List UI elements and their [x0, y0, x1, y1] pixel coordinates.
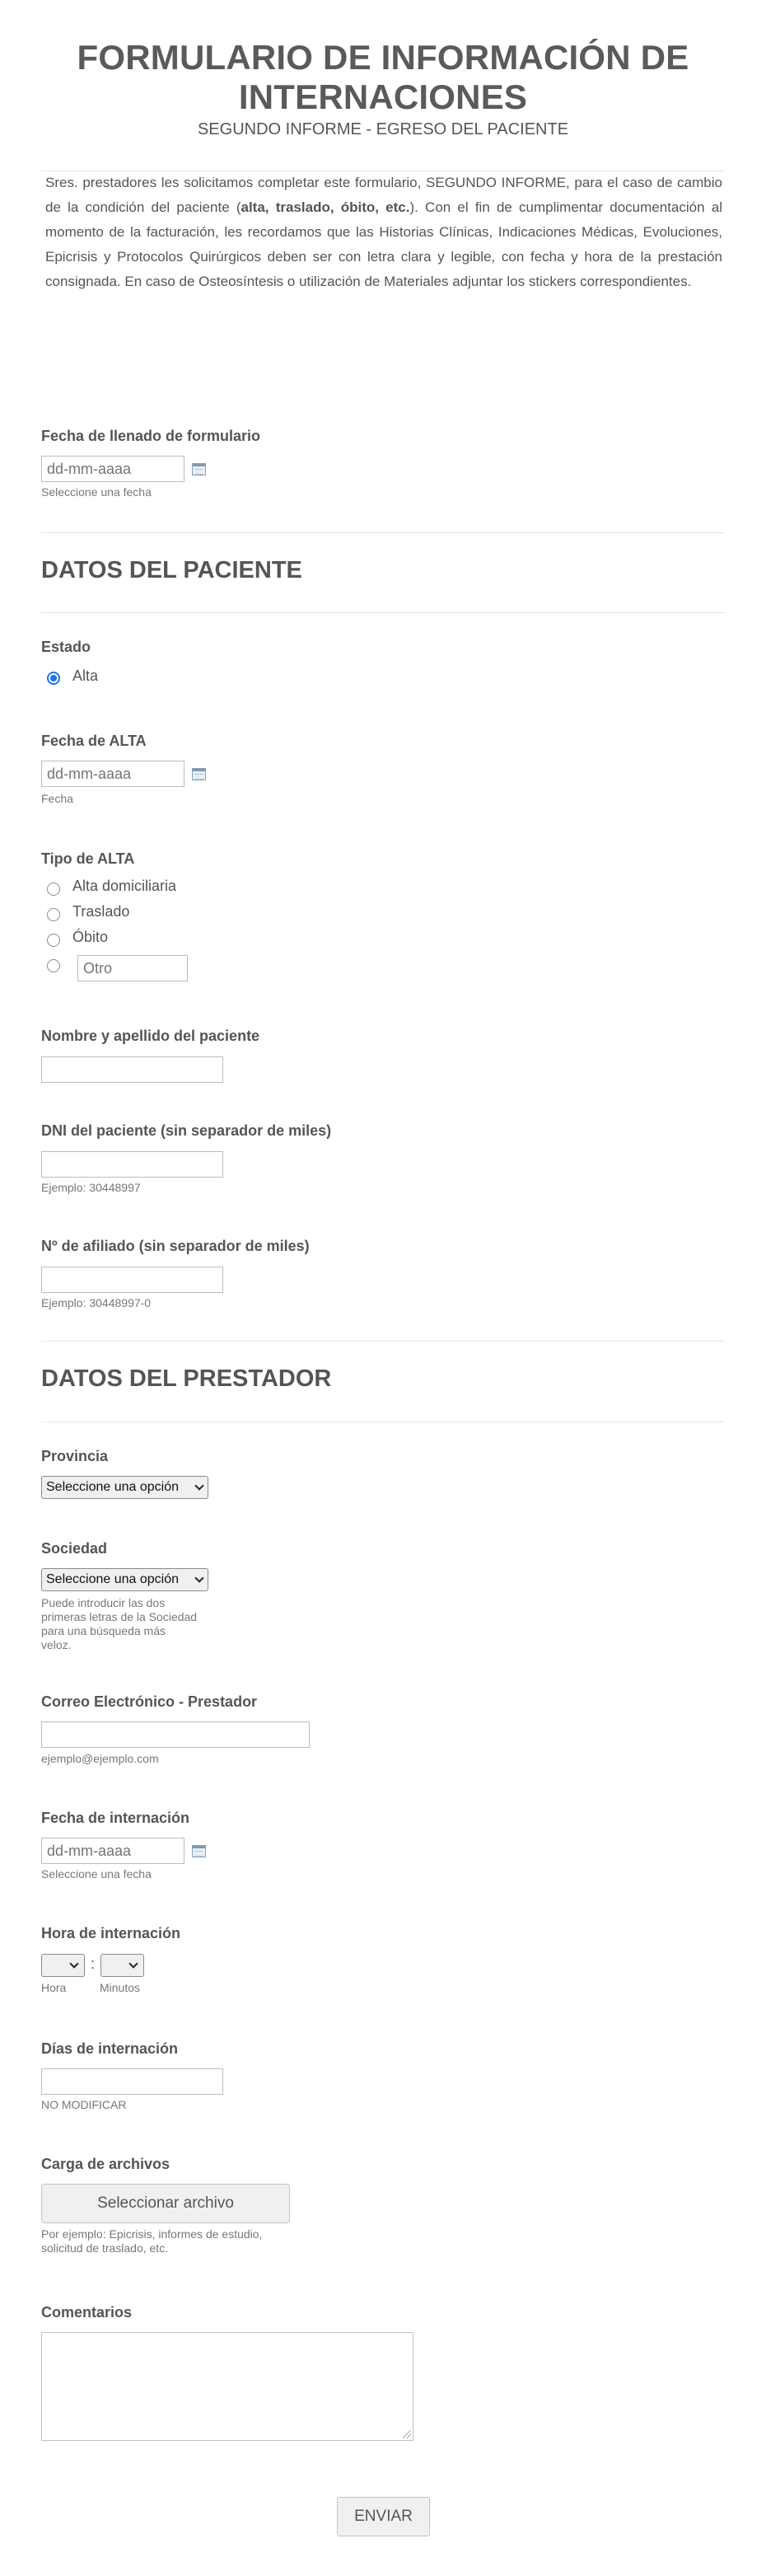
fecha-llenado-label: Fecha de llenado de formulario	[41, 428, 261, 444]
form-title	[0, 38, 766, 117]
provincia-select-value: Seleccione una opción	[46, 1480, 180, 1494]
form-title-line1: FORMULARIO DE INFORMACIÓN DE	[77, 38, 689, 77]
dni-sublabel: Ejemplo: 30448997	[41, 1181, 141, 1194]
sociedad-sublabel-line: primeras letras de la Sociedad	[41, 1610, 198, 1623]
fecha-internacion-input[interactable]	[41, 1838, 184, 1864]
calendar-icon[interactable]	[192, 463, 206, 475]
sociedad-sublabel	[41, 1596, 197, 1652]
time-separator: :	[91, 1955, 96, 1972]
tipo-alta-label: Tipo de ALTA	[41, 850, 135, 867]
calendar-icon[interactable]	[192, 1845, 206, 1857]
form-title-line2: INTERNACIONES	[238, 77, 528, 116]
resize-grip-icon[interactable]	[403, 2430, 411, 2438]
select-file-button[interactable]: Seleccionar archivo	[41, 2184, 290, 2223]
carga-archivos-label: Carga de archivos	[41, 2156, 170, 2172]
fecha-internacion-label: Fecha de internación	[41, 1810, 190, 1826]
provincia-label: Provincia	[41, 1448, 109, 1464]
comentarios-textarea[interactable]	[41, 2332, 413, 2441]
tipo-alta-radio-traslado[interactable]	[47, 908, 60, 921]
sociedad-sublabel-line: para una búsqueda más	[41, 1624, 166, 1637]
dias-internacion-sublabel: NO MODIFICAR	[41, 2098, 127, 2111]
tipo-alta-option-label: Alta domiciliaria	[72, 878, 177, 894]
hora-internacion-label: Hora de internación	[41, 1925, 181, 1941]
intro-text	[45, 171, 722, 294]
nombre-paciente-label: Nombre y apellido del paciente	[41, 1028, 260, 1044]
carga-archivos-sublabel	[41, 2227, 262, 2255]
divider	[41, 532, 725, 533]
dias-internacion-label: Días de internación	[41, 2040, 179, 2057]
dias-internacion-input[interactable]	[41, 2068, 223, 2095]
fecha-llenado-sublabel: Seleccione una fecha	[41, 485, 152, 499]
provincia-select[interactable]	[41, 1476, 208, 1499]
comentarios-label: Comentarios	[41, 2304, 133, 2321]
submit-button[interactable]: ENVIAR	[337, 2497, 430, 2536]
section-title-paciente: DATOS DEL PACIENTE	[41, 557, 302, 583]
chevron-down-icon	[69, 1959, 78, 1968]
section-title-prestador: DATOS DEL PRESTADOR	[41, 1365, 332, 1392]
estado-label: Estado	[41, 639, 91, 655]
chevron-down-icon	[128, 1959, 138, 1968]
dni-input[interactable]	[41, 1151, 223, 1178]
sociedad-sublabel-line: veloz.	[41, 1638, 72, 1651]
dni-label: DNI del paciente (sin separador de miles)	[41, 1122, 332, 1139]
divider	[41, 612, 725, 613]
sociedad-select-value: Seleccione una opción	[46, 1572, 180, 1586]
chevron-down-icon	[194, 1573, 203, 1582]
fecha-alta-label: Fecha de ALTA	[41, 733, 147, 749]
fecha-llenado-input[interactable]	[41, 456, 184, 482]
intro-text-part2: ). Con el fin de cumplimentar documentación al momento de la facturación, les recordamos que las Historias Clínicas, Indicaciones Médicas, Evoluciones, Epicrisis y Protocolos Quirúrgicos deben ser con letra clara y legible, con fecha y hora de la prestación consignada. En caso de Osteosíntesis o utilización de Materiales adjuntar los stickers correspondientes.	[45, 199, 722, 289]
carga-archivos-sublabel-line: solicitud de traslado, etc.	[41, 2241, 169, 2255]
estado-option-label: Alta	[72, 667, 99, 684]
afiliado-label: Nº de afiliado (sin separador de miles)	[41, 1238, 310, 1254]
fecha-alta-input[interactable]	[41, 761, 184, 787]
intro-text-part1: Sres. prestadores les solicitamos completar este formulario, SEGUNDO INFORME, para el caso de cambio de la condición del paciente (	[45, 175, 722, 215]
nombre-paciente-input[interactable]	[41, 1056, 223, 1083]
afiliado-input[interactable]	[41, 1267, 223, 1293]
fecha-alta-sublabel: Fecha	[41, 792, 73, 805]
correo-label: Correo Electrónico - Prestador	[41, 1693, 258, 1710]
intro-text-bold: alta, traslado, óbito, etc.	[241, 199, 410, 215]
fecha-internacion-sublabel: Seleccione una fecha	[41, 1867, 152, 1880]
hora-sublabel: Hora	[41, 1981, 67, 1994]
tipo-alta-option-label: Traslado	[72, 903, 130, 920]
tipo-alta-option-label: Óbito	[72, 929, 109, 945]
minutos-sublabel: Minutos	[100, 1981, 141, 1994]
divider	[41, 1421, 725, 1422]
calendar-icon[interactable]	[192, 768, 206, 780]
estado-radio-alta[interactable]	[47, 672, 60, 685]
hora-select[interactable]	[41, 1954, 85, 1977]
tipo-alta-radio-domiciliaria[interactable]	[47, 883, 60, 896]
chevron-down-icon	[194, 1481, 203, 1490]
correo-sublabel: ejemplo@ejemplo.com	[41, 1752, 159, 1765]
tipo-alta-otro-input[interactable]	[77, 955, 188, 981]
correo-input[interactable]	[41, 1721, 310, 1748]
minutos-select[interactable]	[100, 1954, 144, 1977]
form-subtitle: SEGUNDO INFORME - EGRESO DEL PACIENTE	[197, 120, 569, 138]
sociedad-label: Sociedad	[41, 1540, 108, 1557]
sociedad-sublabel-line: Puede introducir las dos	[41, 1596, 166, 1609]
tipo-alta-radio-otro[interactable]	[47, 959, 60, 972]
afiliado-sublabel: Ejemplo: 30448997-0	[41, 1296, 152, 1309]
tipo-alta-radio-obito[interactable]	[47, 934, 60, 947]
carga-archivos-sublabel-line: Por ejemplo: Epicrisis, informes de estudio,	[41, 2227, 263, 2241]
sociedad-select[interactable]	[41, 1568, 208, 1591]
divider	[41, 1341, 725, 1342]
